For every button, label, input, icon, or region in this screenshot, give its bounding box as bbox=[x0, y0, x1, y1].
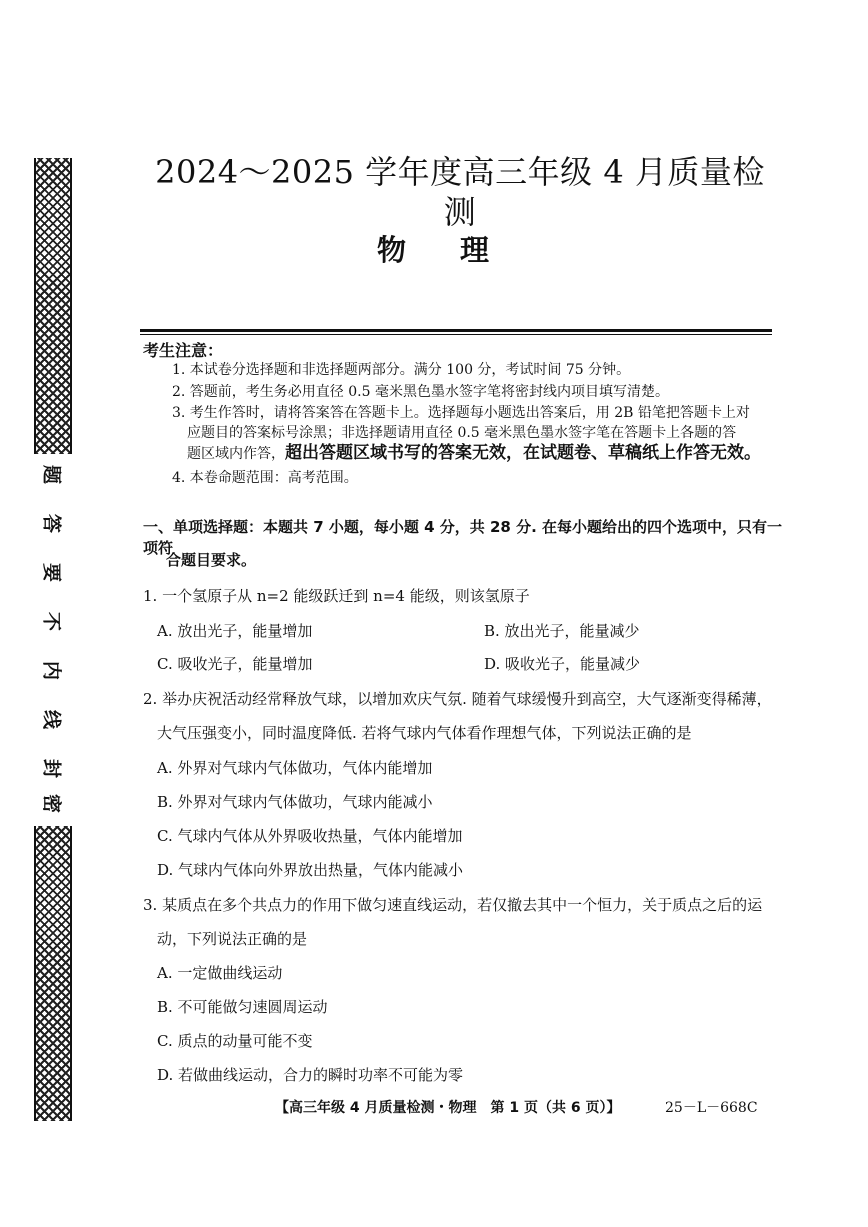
section-heading-cont: 合题目要求。 bbox=[166, 551, 257, 569]
notice-item: 1. 本试卷分选择题和非选择题两部分。满分 100 分，考试时间 75 分钟。 bbox=[172, 362, 631, 378]
binding-char: 内 bbox=[40, 660, 63, 680]
notice-item: 应题目的答案标号涂黑；非选择题请用直径 0.5 毫米黑色墨水签字笔在答题卡上各题的答 bbox=[187, 425, 737, 441]
option-b: B. 放出光子，能量减少 bbox=[484, 622, 640, 640]
notice-item-text: 题区域内作答， bbox=[187, 446, 285, 462]
notice-item: 3. 考生作答时，请将答案答在答题卡上。选择题每小题选出答案后，用 2B 铅笔把答题卡上对 bbox=[172, 405, 750, 421]
notice-heading: 考生注意： bbox=[143, 341, 224, 360]
option-a: A. 一定做曲线运动 bbox=[157, 964, 283, 982]
binding-char: 线 bbox=[40, 709, 63, 729]
binding-char: 答 bbox=[40, 513, 63, 533]
binding-char: 要 bbox=[40, 562, 63, 582]
section-heading: 一、单项选择题：本题共 7 小题，每小题 4 分，共 28 分. 在每小题给出的四个选项中，只有一项符 bbox=[143, 518, 783, 557]
option-b: B. 不可能做匀速圆周运动 bbox=[157, 998, 328, 1016]
binding-pattern-top bbox=[34, 158, 72, 454]
question-stem-cont: 动，下列说法正确的是 bbox=[157, 930, 308, 948]
binding-char: 密 bbox=[40, 793, 63, 813]
question-stem-cont: 大气压强变小，同时温度降低. 若将气球内气体看作理想气体，下列说法正确的是 bbox=[157, 724, 692, 742]
page-footer: 【高三年级 4 月质量检测・物理 第 1 页（共 6 页）】 bbox=[275, 1100, 621, 1116]
question-stem: 1. 一个氢原子从 n=2 能级跃迁到 n=4 能级，则该氢原子 bbox=[143, 587, 530, 605]
option-c: C. 质点的动量可能不变 bbox=[157, 1032, 313, 1050]
exam-title: 2024～2025 学年度高三年级 4 月质量检测 bbox=[155, 153, 765, 231]
notice-emphasis: 超出答题区域书写的答案无效，在试题卷、草稿纸上作答无效。 bbox=[285, 443, 761, 463]
option-d: D. 吸收光子，能量减少 bbox=[484, 655, 641, 673]
divider-thin bbox=[140, 334, 772, 335]
option-a: A. 外界对气球内气体做功，气体内能增加 bbox=[157, 759, 433, 777]
option-d: D. 若做曲线运动，合力的瞬时功率不可能为零 bbox=[157, 1066, 464, 1084]
question-stem: 3. 某质点在多个共点力的作用下做匀速直线运动，若仅撤去其中一个恒力，关于质点之后的运 bbox=[143, 896, 763, 914]
binding-pattern-bottom bbox=[34, 826, 72, 1121]
binding-margin bbox=[31, 158, 73, 1118]
option-d: D. 气球内气体向外界放出热量，气体内能减小 bbox=[157, 861, 464, 879]
option-c: C. 吸收光子，能量增加 bbox=[157, 655, 313, 673]
notice-item-emphasis-line bbox=[187, 444, 799, 464]
binding-char: 封 bbox=[40, 758, 63, 778]
option-c: C. 气球内气体从外界吸收热量，气体内能增加 bbox=[157, 827, 463, 845]
option-a: A. 放出光子，能量增加 bbox=[157, 622, 313, 640]
notice-item: 4. 本卷命题范围：高考范围。 bbox=[172, 470, 358, 486]
divider-thick bbox=[140, 329, 772, 332]
binding-char: 不 bbox=[40, 611, 63, 631]
binding-char: 题 bbox=[40, 464, 63, 484]
exam-code: 25－L－668C bbox=[665, 1100, 758, 1116]
question-stem: 2. 举办庆祝活动经常释放气球，以增加欢庆气氛. 随着气球缓慢升到高空，大气逐渐变得稀薄， bbox=[143, 690, 772, 708]
notice-item: 2. 答题前，考生务必用直径 0.5 毫米黑色墨水签字笔将密封线内项目填写清楚。 bbox=[172, 384, 669, 400]
option-b: B. 外界对气球内气体做功，气球内能减小 bbox=[157, 793, 433, 811]
subject-title: 物理 bbox=[376, 233, 543, 267]
